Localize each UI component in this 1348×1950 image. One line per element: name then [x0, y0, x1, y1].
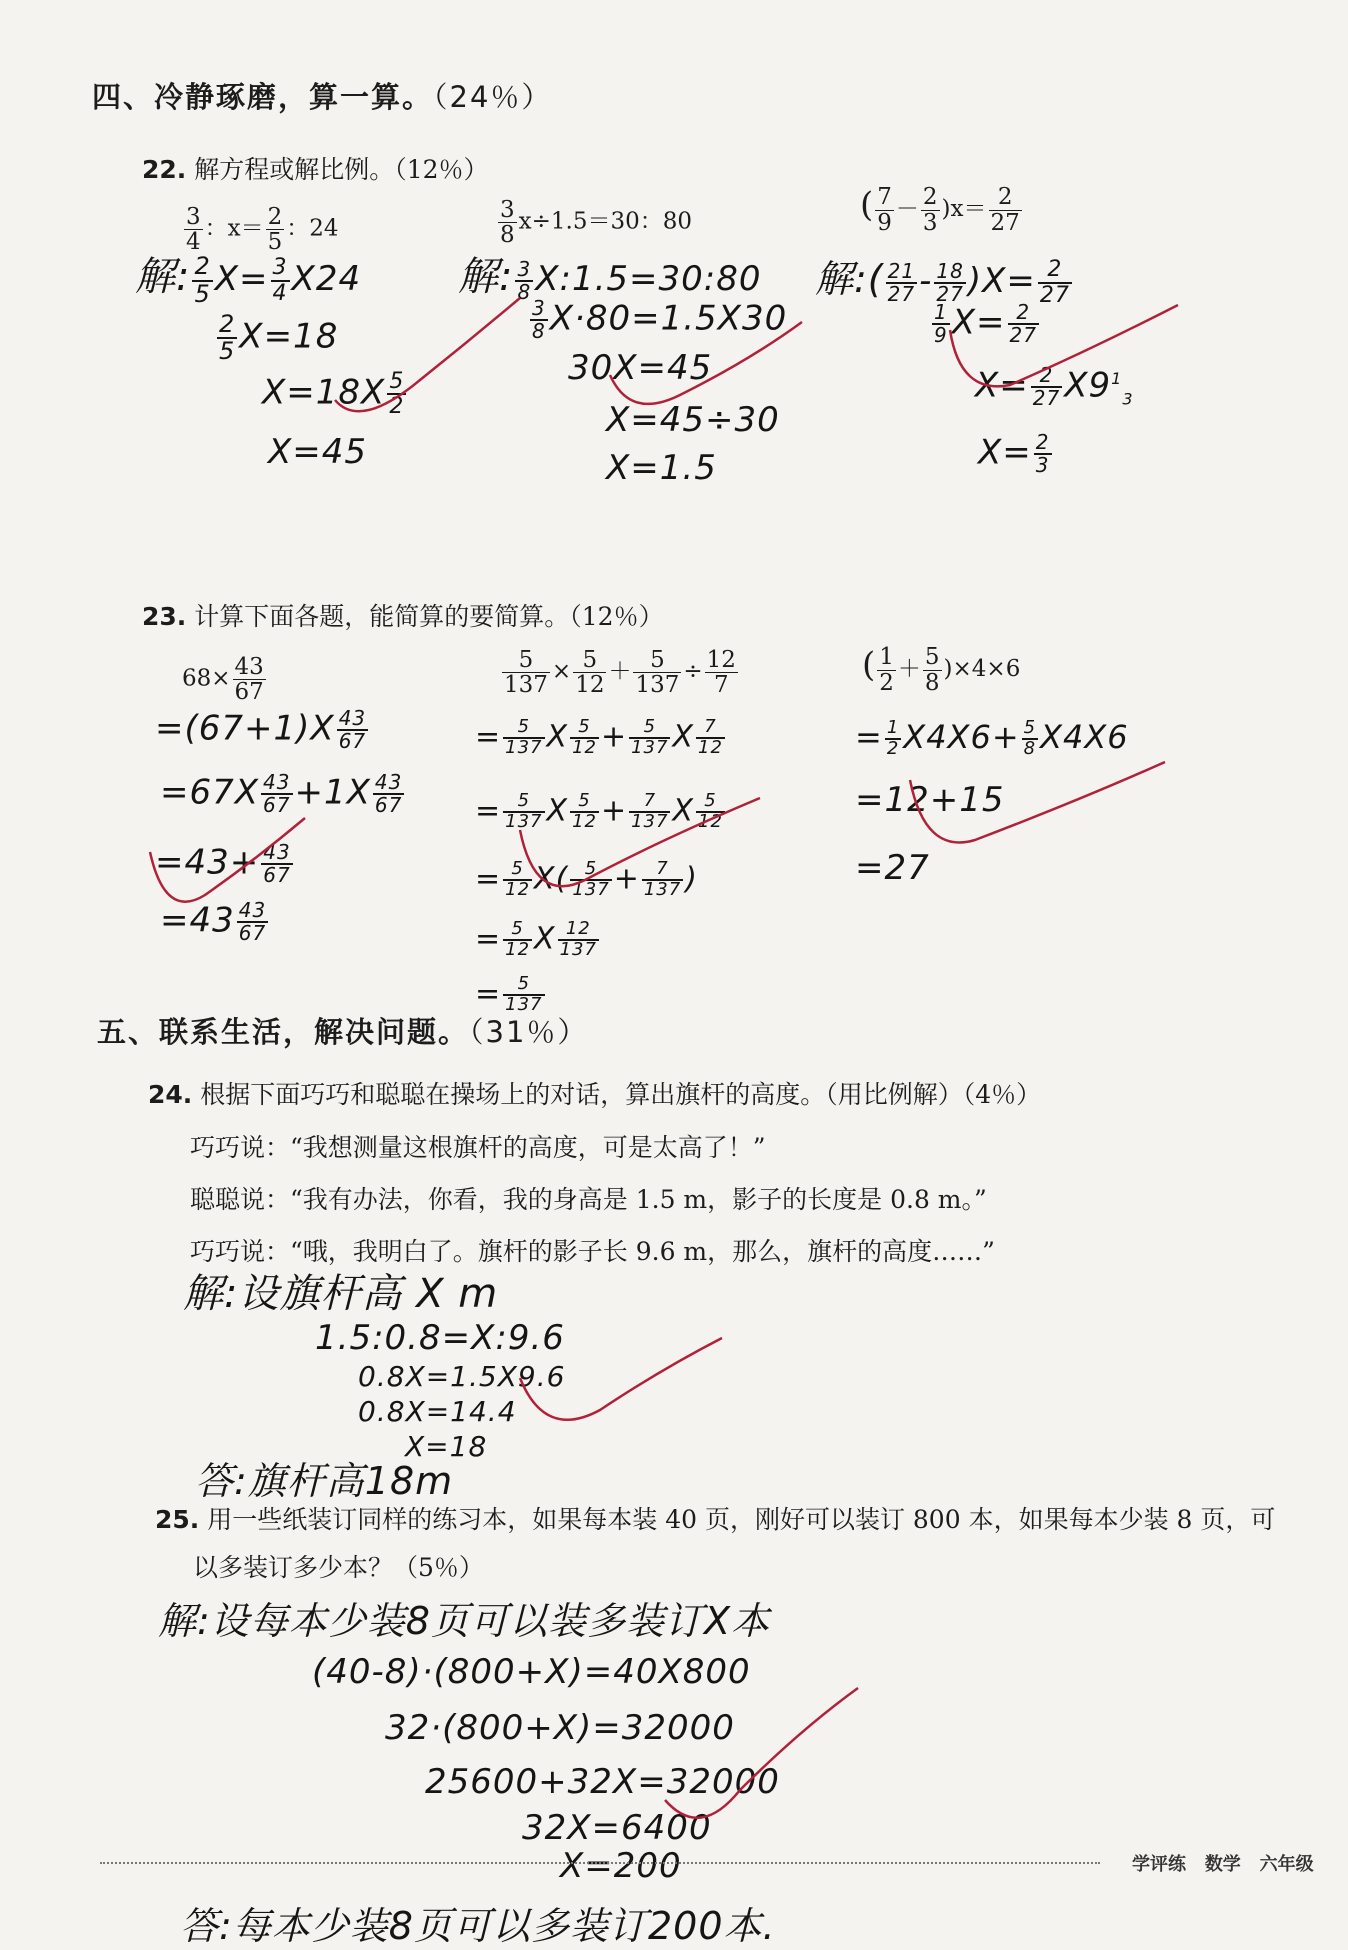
hw-q22b-line3: 30X=45 — [568, 348, 713, 388]
footer-brand: 学评练 — [1132, 1854, 1186, 1875]
hw-q25-line4: 25600+32X=32000 — [425, 1762, 780, 1802]
q23-problem-2: $\frac{5}{137}$ × $\frac{5}{12}$ ＋ $\frac{5}{137}$ ÷ $\frac{12}{7}$ — [504, 647, 736, 699]
footer-grade: 六年级 — [1259, 1854, 1314, 1875]
section-4-title: 四、冷静琢磨，算一算。 — [92, 80, 434, 114]
question-22 — [142, 150, 489, 186]
fraction: $\frac{2}{5}$ — [267, 204, 283, 256]
fraction: $\frac{3}{4}$ — [186, 204, 201, 256]
fraction: $\frac{2}{3}$ — [922, 184, 938, 236]
hw-q23a-line1: =(67+1)X $\frac{43}{67}$ — [155, 706, 367, 753]
hw-q24-line4: 0.8X=14.4 — [358, 1395, 517, 1428]
question-22-text: 解方程或解比例。（12％） — [194, 155, 489, 184]
q24-dialog-line-2: 聪聪说：“我有办法，你看，我的身高是 1.5 m，影子的长度是 0.8 m。” — [190, 1185, 987, 1214]
hw-q22b-line1: 解: $\frac{3}{8}$ X:1.5=30:80 — [458, 254, 762, 304]
q23-problem-1: 68× $\frac{43}{67}$ — [182, 654, 264, 706]
q22-problem-1: $\frac{3}{4}$ ：x＝ $\frac{2}{5}$ ：24 — [186, 204, 339, 256]
section-4-heading — [92, 75, 552, 116]
hw-q24-answer: 答:旗杆高18m — [195, 1459, 454, 1503]
hw-q22b-line5: X=1.5 — [606, 448, 717, 488]
hw-q25-line2: (40-8)·(800+X)=40X800 — [312, 1652, 751, 1692]
hw-q25-line5: 32X=6400 — [522, 1808, 712, 1848]
hw-q22c-line4: X= $\frac{2}{3}$ — [978, 430, 1050, 477]
fraction: $\frac{3}{8}$ — [500, 197, 515, 249]
question-23 — [142, 597, 664, 633]
hw-q24-line5: X=18 — [405, 1430, 488, 1463]
hw-q23b-line3: = $\frac{5}{12}$ X( $\frac{5}{137}$ + $\frac{7}{137}$ ) — [475, 858, 698, 900]
question-25-text: 用一些纸装订同样的练习本，如果每本装 40 页，刚好可以装订 800 本，如果每本少装 8 页，可 — [207, 1505, 1276, 1534]
hw-q23a-line2: =67X $\frac{43}{67}$ +1X $\frac{43}{67}$ — [160, 770, 403, 817]
hw-q23b-line2: = $\frac{5}{137}$ X $\frac{5}{12}$ + $\frac{7}{137}$ X $\frac{5}{12}$ — [475, 790, 723, 832]
question-22-number: 22. — [142, 155, 187, 184]
hw-q23b-line4: = $\frac{5}{12}$ X $\frac{12}{137}$ — [475, 918, 597, 960]
hw-q23b-line1: = $\frac{5}{137}$ X $\frac{5}{12}$ + $\frac{5}{137}$ X $\frac{7}{12}$ — [475, 716, 723, 758]
hw-q22c-line2: $\frac{1}{9}$ X= $\frac{2}{27}$ — [934, 300, 1037, 347]
hw-q23c-line3: =27 — [855, 848, 930, 888]
question-24-text: 根据下面巧巧和聪聪在操场上的对话，算出旗杆的高度。（用比例解）（4％） — [200, 1080, 1042, 1109]
q22-problem-3: ( $\frac{7}{9}$ － $\frac{2}{3}$ )x＝ $\frac{2}{27}$ — [860, 184, 1020, 236]
hw-q24-line3: 0.8X=1.5X9.6 — [358, 1360, 566, 1393]
q23-problem-3: ( $\frac{1}{2}$ ＋ $\frac{5}{8}$ )×4×6 — [862, 644, 1021, 696]
footer-subject: 数学 — [1204, 1854, 1241, 1875]
hw-q22a-line2: $\frac{2}{5}$ X=18 — [219, 310, 339, 366]
q24-dialog-line-1: 巧巧说：“我想测量这根旗杆的高度，可是太高了！” — [190, 1133, 766, 1162]
question-25-number: 25. — [155, 1505, 200, 1534]
question-23-number: 23. — [142, 602, 187, 631]
fraction: $\frac{7}{9}$ — [877, 184, 892, 236]
hw-q25-line1: 解:设每本少装8页可以装多装订X本 — [158, 1599, 771, 1643]
question-23-text: 计算下面各题，能简算的要简算。（12％） — [194, 602, 664, 631]
hw-q22b-line4: X=45÷30 — [606, 400, 780, 440]
section-4-percent: （24％） — [433, 80, 553, 114]
hw-q25-line3: 32·(800+X)=32000 — [385, 1708, 735, 1748]
question-24-number: 24. — [148, 1080, 193, 1109]
hw-q22a-line1: 解: $\frac{2}{5}$ X= $\frac{3}{4}$ X24 — [135, 252, 362, 308]
hw-q23c-line1: = $\frac{1}{2}$ X4X6+ $\frac{5}{8}$ X4X6 — [855, 717, 1129, 759]
question-24 — [148, 1075, 1041, 1111]
hw-q24-line1: 解:设旗杆高 X m — [183, 1271, 499, 1317]
section-5-heading — [97, 1010, 588, 1051]
footer-label — [1132, 1850, 1314, 1876]
hw-q22a-line4: X=45 — [268, 432, 368, 472]
fraction: $\frac{2}{27}$ — [990, 184, 1020, 236]
hw-q23c-line2: =12+15 — [855, 780, 1005, 820]
fraction: $\frac{43}{67}$ — [234, 654, 264, 706]
q24-dialog-line-3: 巧巧说：“哦，我明白了。旗杆的影子长 9.6 m，那么，旗杆的高度……” — [190, 1237, 995, 1266]
section-5-title: 五、联系生活，解决问题。 — [97, 1015, 470, 1049]
hw-q22a-line3: X=18X $\frac{5}{2}$ — [262, 369, 405, 420]
question-25-continued: 以多装订多少本？（5％） — [193, 1553, 484, 1582]
hw-q22c-line3: X= $\frac{2}{27}$ $X9^1_3$ — [975, 363, 1134, 410]
hw-q25-answer: 答:每本少装8页可以多装订200本. — [180, 1904, 776, 1948]
hw-q23a-line4: =43 $\frac{43}{67}$ — [160, 898, 267, 945]
question-25 — [155, 1500, 1275, 1536]
hw-q25-line6: X=200 — [560, 1846, 682, 1886]
hw-q23a-line3: =43+ $\frac{43}{67}$ — [155, 840, 291, 887]
footer-rule — [100, 1862, 1100, 1864]
hw-q24-line2: 1.5:0.8=X:9.6 — [315, 1318, 565, 1358]
hw-q22c-line1: 解:( $\frac{21}{27}$ - $\frac{18}{27}$ )X= $\frac{2}{27}$ — [815, 257, 1070, 308]
hw-q22b-line2: $\frac{3}{8}$ X·80=1.5X30 — [532, 296, 788, 343]
section-5-percent: （31％） — [469, 1015, 589, 1049]
hw-q23b-line5: = $\frac{5}{137}$ — [475, 973, 543, 1015]
q22-problem-2: $\frac{3}{8}$ x÷1.5＝30：80 — [500, 197, 692, 249]
